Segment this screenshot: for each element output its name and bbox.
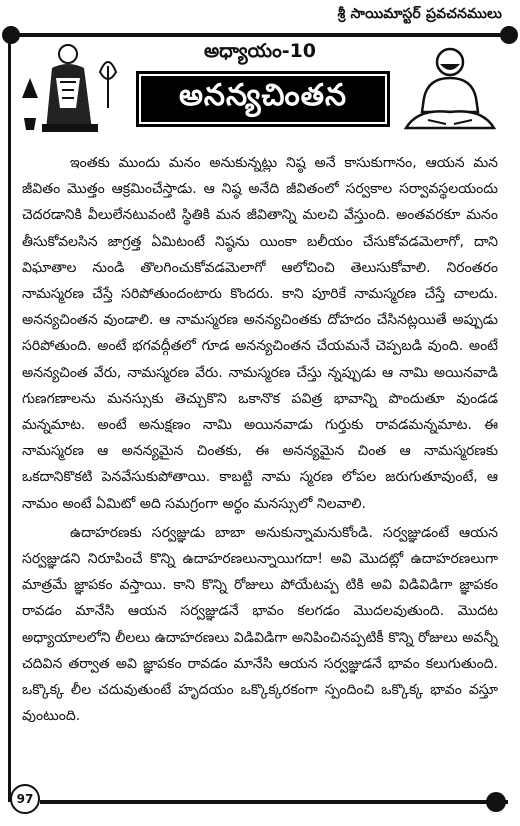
bottom-right-ornament [486,792,506,812]
chapter-title-banner [136,71,390,127]
page-number: 97 [10,784,40,814]
master-portrait-illustration [398,42,502,134]
body-text [22,150,498,729]
top-border-rule [10,33,510,37]
chapter-title: అనన్యచింతన [178,78,348,113]
paragraph-1: ఇంతకు ముందు మనం అనుకున్నట్లు నిష్ఠ అనే కాసుకుగానం, ఆయన మన జీవితం మొత్తం ఆక్రమించేస్తాడు. ఆ నిష్ఠ అనేది జీవితంలో సర్వకాల సర్వావస్థలయందు చెదరడానికి వీలులేనటువంటి స్థితికి మన జీవితాన్ని మలచి వేస్తుంది. అంతవరకూ మనం తీసుకోవలసిన జాగ్రత్త ఏమిటంటే నిష్ఠను యింకా బలీయం చేసుకోవడమెలాగో, దాని విఘాతాల నుండి తొలగించుకోవడమెలాగో ఆలోచించి తెలుసుకోవాలి. నిరంతరం నామస్మరణ చేస్తే సరిపోతుందంటారు కొందరు. కాని పూరికే నామస్మరణ చేస్తే చాలదు. అనన్యచింతన వుండాలి. ఆ నామస్మరణ అనన్యచింతకు దోహదం చేసినట్లయితే అప్పుడు సరిపోతుంది. అంటే భగవద్గీతలో గూడ అనన్యచింతన చేయమనే చెప్పబడి వుంది. అంటే అనన్యచింత వేరు, నామస్మరణ వేరు. నామస్మరణ చేస్తు న్నప్పుడు ఆ నామి అయినవాడి గుణగణాలను మనస్సుకు తెచ్చుకొని ఒకానొక పవిత్ర భావాన్ని పొందుతూ వుండడ మన్నమాట. అంటే అనుక్షణం నామి అయినవాడు గుర్తుకు రావడమన్నమాట. ఈ నామస్మరణ ఆ అనన్యమైన చింతకు, ఈ అనన్యమైన చింత ఆ నామస్మరణకు ఒకదానికొకటి పెనవేసుకుపోతాయి. కాబట్టి నామ స్మరణ లోపల జరుగుతూవుంటే, ఆ నామం అంటే ఏమిటో అది సమగ్రంగా అర్థం మనస్సులో నిలవాలి. [22,155,498,512]
chapter-label: అధ్యాయం-10 [203,40,317,62]
bottom-border-rule [40,800,508,804]
left-border-rule [8,36,11,802]
running-head: శ్రీ సాయిమాస్టర్ ప్రవచనములు [337,6,502,22]
sai-baba-illustration [16,38,124,134]
paragraph-2: ఉదాహరణకు సర్వజ్ఞుడు బాబా అనుకున్నామనుకోండి. సర్వజ్ఞుడంటే ఆయన సర్వజ్ఞుడని నిరూపించే కొన్ని ఉదాహరణలున్నాయిగదా! అవి మొదట్లో ఉదాహరణలుగా మాత్రమే జ్ఞాపకం వస్తాయి. కాని కొన్ని రోజులు పోయేటప్ప టికి అవి విడివిడిగా జ్ఞాపకం రావడం మానేసి ఆయన సర్వజ్ఞుడనే భావం కలగడం మొదలవుతుంది. మొదట అధ్యాయాలలోని లీలలు ఉదాహరణలు విడివిడిగా అనిపించినప్పటికీ కొన్ని రోజులు అవన్నీ చదివిన తర్వాత అవి జ్ఞాపకం రావడం మానేసి ఆయన సర్వజ్ఞుడనే భావం కలుగుతుంది. ఒక్కొక్క లీల చదువుతుంటే హృదయం ఒక్కొక్కరకంగా స్పందించి ఒక్కొక్క భావం వస్తూ వుంటుంది. [22,524,498,725]
top-right-ornament [500,26,518,44]
